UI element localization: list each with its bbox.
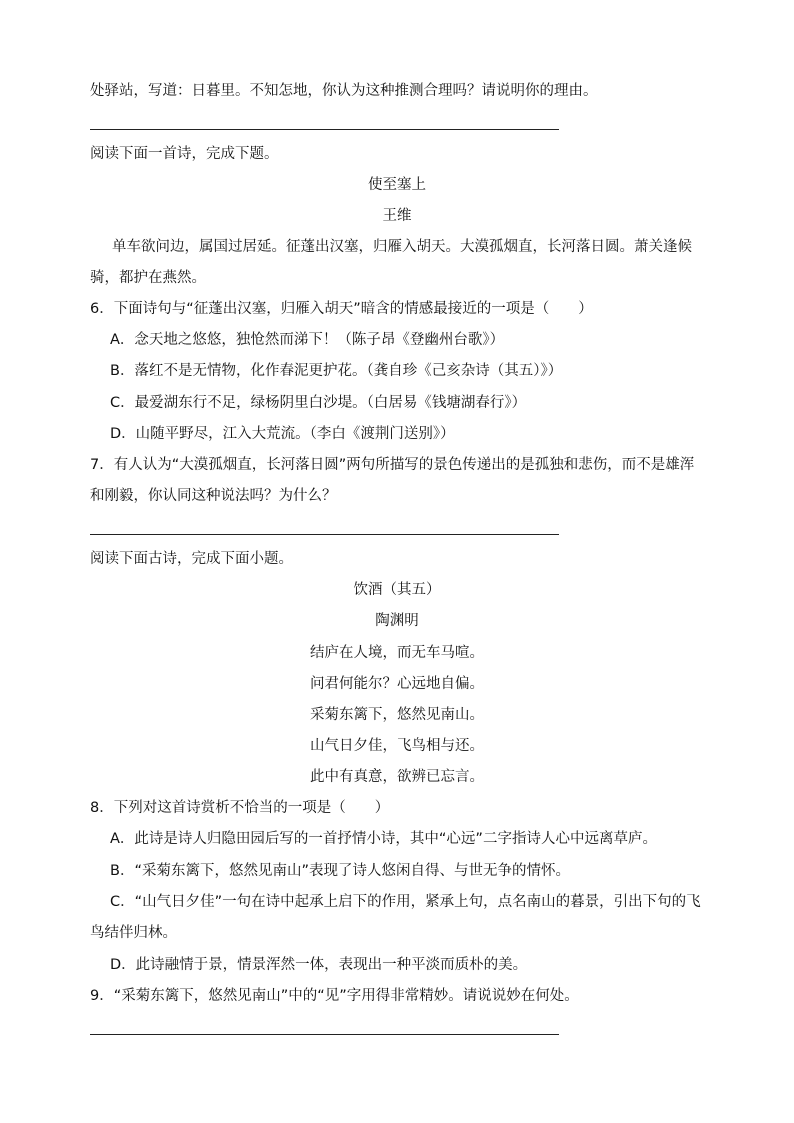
question-8-stem: 8．下列对这首诗赏析不恰当的一项是（ ） bbox=[90, 800, 390, 816]
passage-2-instruction: 阅读下面古诗，完成下面小题。 bbox=[90, 551, 293, 567]
poem-1-text-line: 单车欲问边，属国过居延。征蓬出汉塞，归雁入胡天。大漠孤烟直，长河落日圆。萧关逢候 bbox=[112, 239, 692, 255]
question-8-option-c-cont: 鸟结伴归林。 bbox=[90, 925, 177, 941]
poem-1-author: 王维 bbox=[382, 208, 412, 224]
poem-1-title: 使至塞上 bbox=[368, 177, 426, 193]
answer-line[interactable] bbox=[90, 129, 559, 130]
answer-line[interactable] bbox=[90, 534, 559, 535]
poem-2-line: 问君何能尔？心远地自偏。 bbox=[310, 676, 484, 692]
question-7-stem: 7．有人认为“大漠孤烟直，长河落日圆”两句所描写的景色传递出的是孤独和悲伤，而不是雄浑 bbox=[90, 457, 695, 473]
question-6-stem: 6．下面诗句与“征蓬出汉塞，归雁入胡天”暗含的情感最接近的一项是（ ） bbox=[90, 301, 593, 317]
answer-line[interactable] bbox=[90, 1034, 559, 1035]
question-9-stem: 9．“采菊东篱下，悠然见南山”中的“见”字用得非常精妙。请说说妙在何处。 bbox=[90, 988, 579, 1004]
poem-2-line: 山气日夕佳，飞鸟相与还。 bbox=[310, 738, 484, 754]
question-7-stem: 和刚毅，你认同这种说法吗？为什么？ bbox=[90, 488, 337, 504]
question-8-option-c[interactable]: C．“山气日夕佳”一句在诗中起承上启下的作用，紧承上句，点名南山的暮景，引出下句的飞 bbox=[110, 894, 701, 910]
question-6-option-b[interactable]: B．落红不是无情物，化作春泥更护花。（龚自珍《己亥杂诗（其五）》） bbox=[110, 363, 563, 379]
question-6-option-c[interactable]: C．最爱湖东行不足，绿杨阴里白沙堤。（白居易《钱塘湖春行》） bbox=[110, 395, 527, 411]
question-6-option-a[interactable]: A．念天地之悠悠，独怆然而涕下！（陈子昂《登幽州台歌》） bbox=[110, 332, 505, 348]
poem-2-author: 陶渊明 bbox=[375, 613, 419, 629]
poem-2-line: 结庐在人境，而无车马喧。 bbox=[310, 645, 484, 661]
poem-2-title: 饮酒（其五） bbox=[353, 582, 441, 598]
question-8-option-d[interactable]: D．此诗融情于景，情景浑然一体，表现出一种平淡而质朴的美。 bbox=[110, 957, 528, 973]
question-8-option-a[interactable]: A．此诗是诗人归隐田园后写的一首抒情小诗，其中“心远”二字指诗人心中远离草庐。 bbox=[110, 831, 657, 847]
question-5-tail: 处驿站，写道：日暮里。不知怎地，你认为这种推测合理吗？请说明你的理由。 bbox=[90, 83, 598, 99]
poem-1-text-line: 骑，都护在燕然。 bbox=[90, 270, 206, 286]
poem-2-line: 采菊东篱下，悠然见南山。 bbox=[310, 707, 484, 723]
poem-2-line: 此中有真意，欲辨已忘言。 bbox=[310, 769, 484, 785]
question-6-option-d[interactable]: D．山随平野尽，江入大荒流。（李白《渡荆门送别》） bbox=[110, 426, 455, 442]
question-8-option-b[interactable]: B．“采菊东篱下，悠然见南山”表现了诗人悠闲自得、与世无争的情怀。 bbox=[110, 863, 570, 879]
passage-1-instruction: 阅读下面一首诗，完成下题。 bbox=[90, 146, 279, 162]
